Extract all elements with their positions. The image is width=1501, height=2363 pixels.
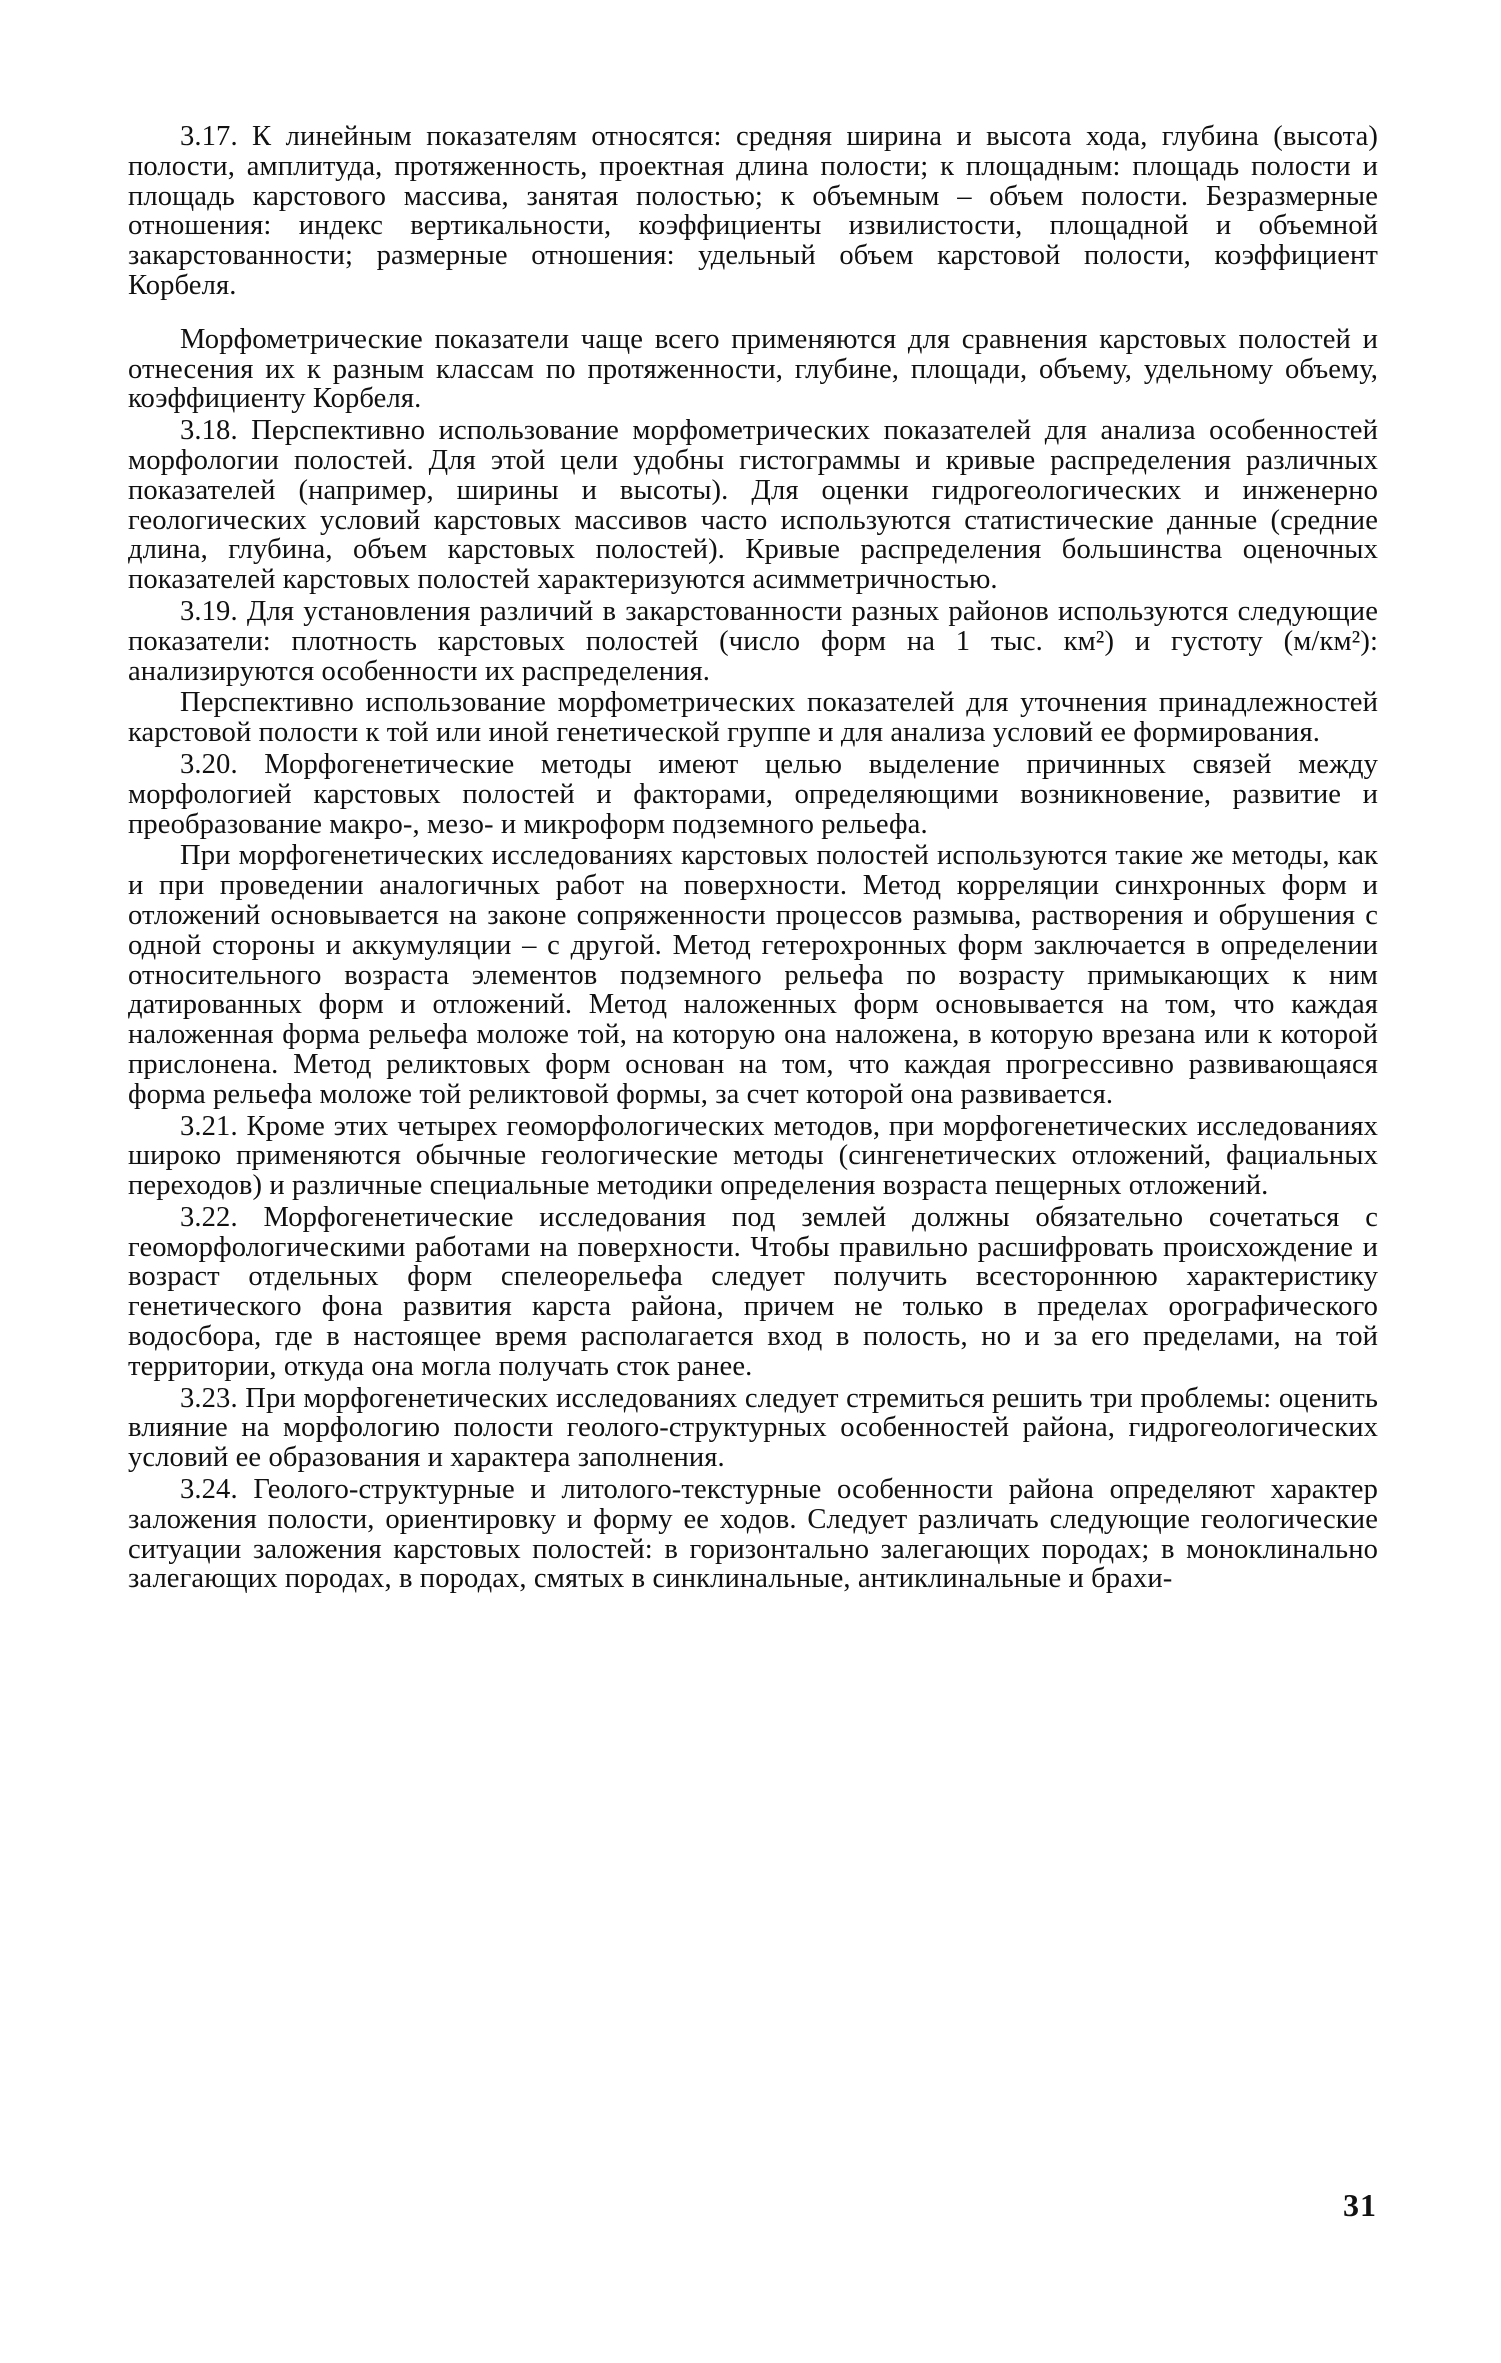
- paragraph-3-19: 3.19. Для установления различий в закарстованности разных районов используются следующие показатели: плотность карстовых полостей (число форм на 1 тыс. км²) и густоту (м/км²): анализируются особенности их распределения.: [128, 595, 1378, 687]
- paragraph-3-20: 3.20. Морфогенетические методы имеют целью выделение причинных связей между морфологией карстовых полостей и факторами, определяющими возникновение, развитие и преобразование макро-, мезо- и микроформ подземного рельефа.: [128, 748, 1378, 840]
- paragraph-genetic-group: Перспективно использование морфометрических показателей для уточнения принадлежностей карстовой полости к той или иной генетической группе и для анализа условий ее формирования.: [128, 687, 1378, 749]
- paragraph-morphogenetic-methods: При морфогенетических исследованиях карстовых полостей используются такие же методы, как и при проведении аналогичных работ на поверхности. Метод корреляции синхронных форм и отложений основывается на законе сопряженности процессов размыва, растворения и обрушения с одной стороны и аккумуляции – с другой. Метод гетерохронных форм заключается в определении относительного возраста элементов подземного рельефа по возрасту примыкающих к ним датированных форм и отложений. Метод наложенных форм основывается на том, что каждая наложенная форма рельефа моложе той, на которую она наложена, в которую врезана или к которой прислонена. Метод реликтовых форм основан на том, что каждая прогрессивно развивающаяся форма рельефа моложе той реликтовой формы, за счет которой она развивается.: [128, 840, 1378, 1110]
- paragraph-morphometric-comparison: Морфометрические показатели чаще всего применяются для сравнения карстовых полостей и отнесения их к разным классам по протяженности, глубине, площади, объему, удельному объему, коэффициенту Корбеля.: [128, 323, 1378, 415]
- paragraph-3-17: 3.17. К линейным показателям относятся: средняя ширина и высота хода, глубина (высота) полости, амплитуда, протяженность, проектная длина полости; к площадным: площадь полости и площадь карстового массива, занятая полостью; к объемным – объем полости. Безразмерные отношения: индекс вертикальности, коэффициенты извилистости, площадной и объемной закарстованности; размерные отношения: удельный объем карстовой полости, коэффициент Корбеля.: [128, 121, 1378, 301]
- paragraph-3-22: 3.22. Морфогенетические исследования под землей должны обязательно сочетаться с геоморфологическими работами на поверхности. Чтобы правильно расшифровать происхождение и возраст отдельных форм спелеорельефа следует получить всестороннюю характеристику генетического фона развития карста района, причем не только в пределах орографического водосбора, где в настоящее время располагается вход в полость, но и за его пределами, на той территории, откуда она могла получать сток ранее.: [128, 1201, 1378, 1382]
- paragraph-3-18: 3.18. Перспективно использование морфометрических показателей для анализа особенностей морфологии полостей. Для этой цели удобны гистограммы и кривые распределения различных показателей (например, ширины и высоты). Для оценки гидрогеологических и инженерно геологических условий карстовых массивов часто используются статистические данные (средние длина, глубина, объем карстовых полостей). Кривые распределения большинства оценочных показателей карстовых полостей характеризуются асимметричностью.: [128, 415, 1378, 596]
- body-text: [128, 122, 1378, 1594]
- paragraph-3-23: 3.23. При морфогенетических исследованиях следует стремиться решить три проблемы: оценить влияние на морфологию полости геолого-структурных особенностей района, гидрогеологических условий ее образования и характера заполнения.: [128, 1382, 1378, 1474]
- paragraph-3-21: 3.21. Кроме этих четырех геоморфологических методов, при морфогенетических исследованиях широко применяются обычные геологические методы (сингенетических отложений, фациальных переходов) и различные специальные методики определения возраста пещерных отложений.: [128, 1110, 1378, 1202]
- page-number: 31: [1343, 2187, 1377, 2223]
- paragraph-3-24: 3.24. Геолого-структурные и литолого-текстурные особенности района определяют характер заложения полости, ориентировку и форму ее ходов. Следует различать следующие геологические ситуации заложения карстовых полостей: в горизонтально залегающих породах; в моноклинально залегающих породах, в породах, смятых в синклинальные, антиклинальные и брахи-: [128, 1474, 1378, 1595]
